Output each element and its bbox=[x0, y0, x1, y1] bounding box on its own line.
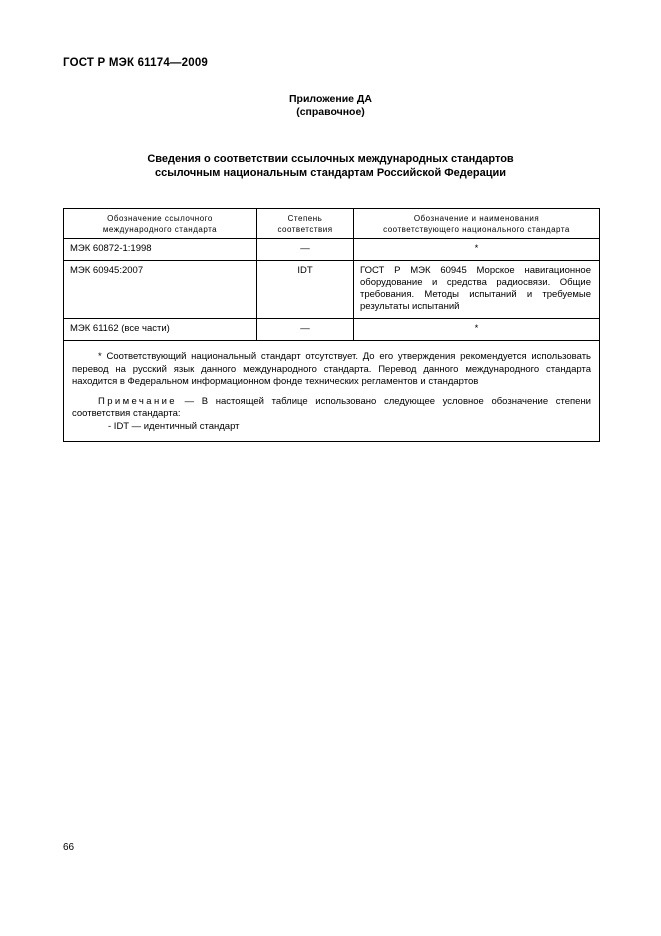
column-header-degree bbox=[257, 209, 354, 239]
section-title bbox=[0, 153, 661, 180]
footnote-cell bbox=[64, 341, 600, 442]
header-line: международного стандарта bbox=[102, 225, 218, 234]
note-text: — В настоящей таблице использовано следующее условное обозначение степени соответствия стандарта: bbox=[72, 395, 591, 419]
cell-international-ref: МЭК 60872-1:1998 bbox=[64, 239, 257, 261]
note-item: - IDT — идентичный стандарт bbox=[108, 420, 240, 432]
header-line: Обозначение и наименования bbox=[413, 214, 540, 223]
table-row bbox=[64, 319, 600, 341]
appendix-title: Приложение ДА bbox=[289, 93, 372, 105]
cell-national: ГОСТ Р МЭК 60945 Морское навигационное оборудование и средства радиосвязи. Общие требования. Методы испытаний и требуемые результаты испытаний bbox=[354, 261, 600, 319]
cell-degree: — bbox=[257, 319, 354, 341]
note-label: Примечание bbox=[98, 395, 177, 407]
appendix-heading bbox=[0, 93, 661, 119]
document-header: ГОСТ Р МЭК 61174—2009 bbox=[63, 57, 209, 69]
header-line: Степень bbox=[287, 214, 323, 223]
header-line: соответствующего национального стандарта bbox=[383, 225, 570, 234]
header-line: соответствия bbox=[277, 225, 333, 234]
section-title-line2: ссылочным национальным стандартам Российской Федерации bbox=[154, 166, 507, 179]
table-footnote-row bbox=[64, 341, 600, 442]
note-paragraph bbox=[72, 396, 591, 421]
column-header-national bbox=[354, 209, 600, 239]
cell-degree: IDT bbox=[257, 261, 354, 319]
cell-national: * bbox=[354, 239, 600, 261]
column-header-international bbox=[64, 209, 257, 239]
cell-national: * bbox=[354, 319, 600, 341]
cell-international-ref: МЭК 61162 (все части) bbox=[64, 319, 257, 341]
cell-degree: — bbox=[257, 239, 354, 261]
cell-international-ref: МЭК 60945:2007 bbox=[64, 261, 257, 319]
page-number: 66 bbox=[63, 842, 75, 853]
table-header-row bbox=[64, 209, 600, 239]
correspondence-table bbox=[63, 208, 600, 442]
table-row bbox=[64, 261, 600, 319]
section-title-line1: Сведения о соответствии ссылочных международных стандартов bbox=[147, 153, 514, 165]
table-row bbox=[64, 239, 600, 261]
appendix-subtitle: (справочное) bbox=[296, 106, 365, 118]
correspondence-table-wrapper bbox=[63, 208, 599, 442]
header-line: Обозначение ссылочного bbox=[107, 214, 213, 223]
footnote-text: * Соответствующий национальный стандарт отсутствует. До его утверждения рекомендуется использовать перевод на русский язык данного международного стандарта. Перевод данного международного стандарта находится в Федеральном информационном фонде технических регламентов и стандартов bbox=[72, 351, 591, 387]
